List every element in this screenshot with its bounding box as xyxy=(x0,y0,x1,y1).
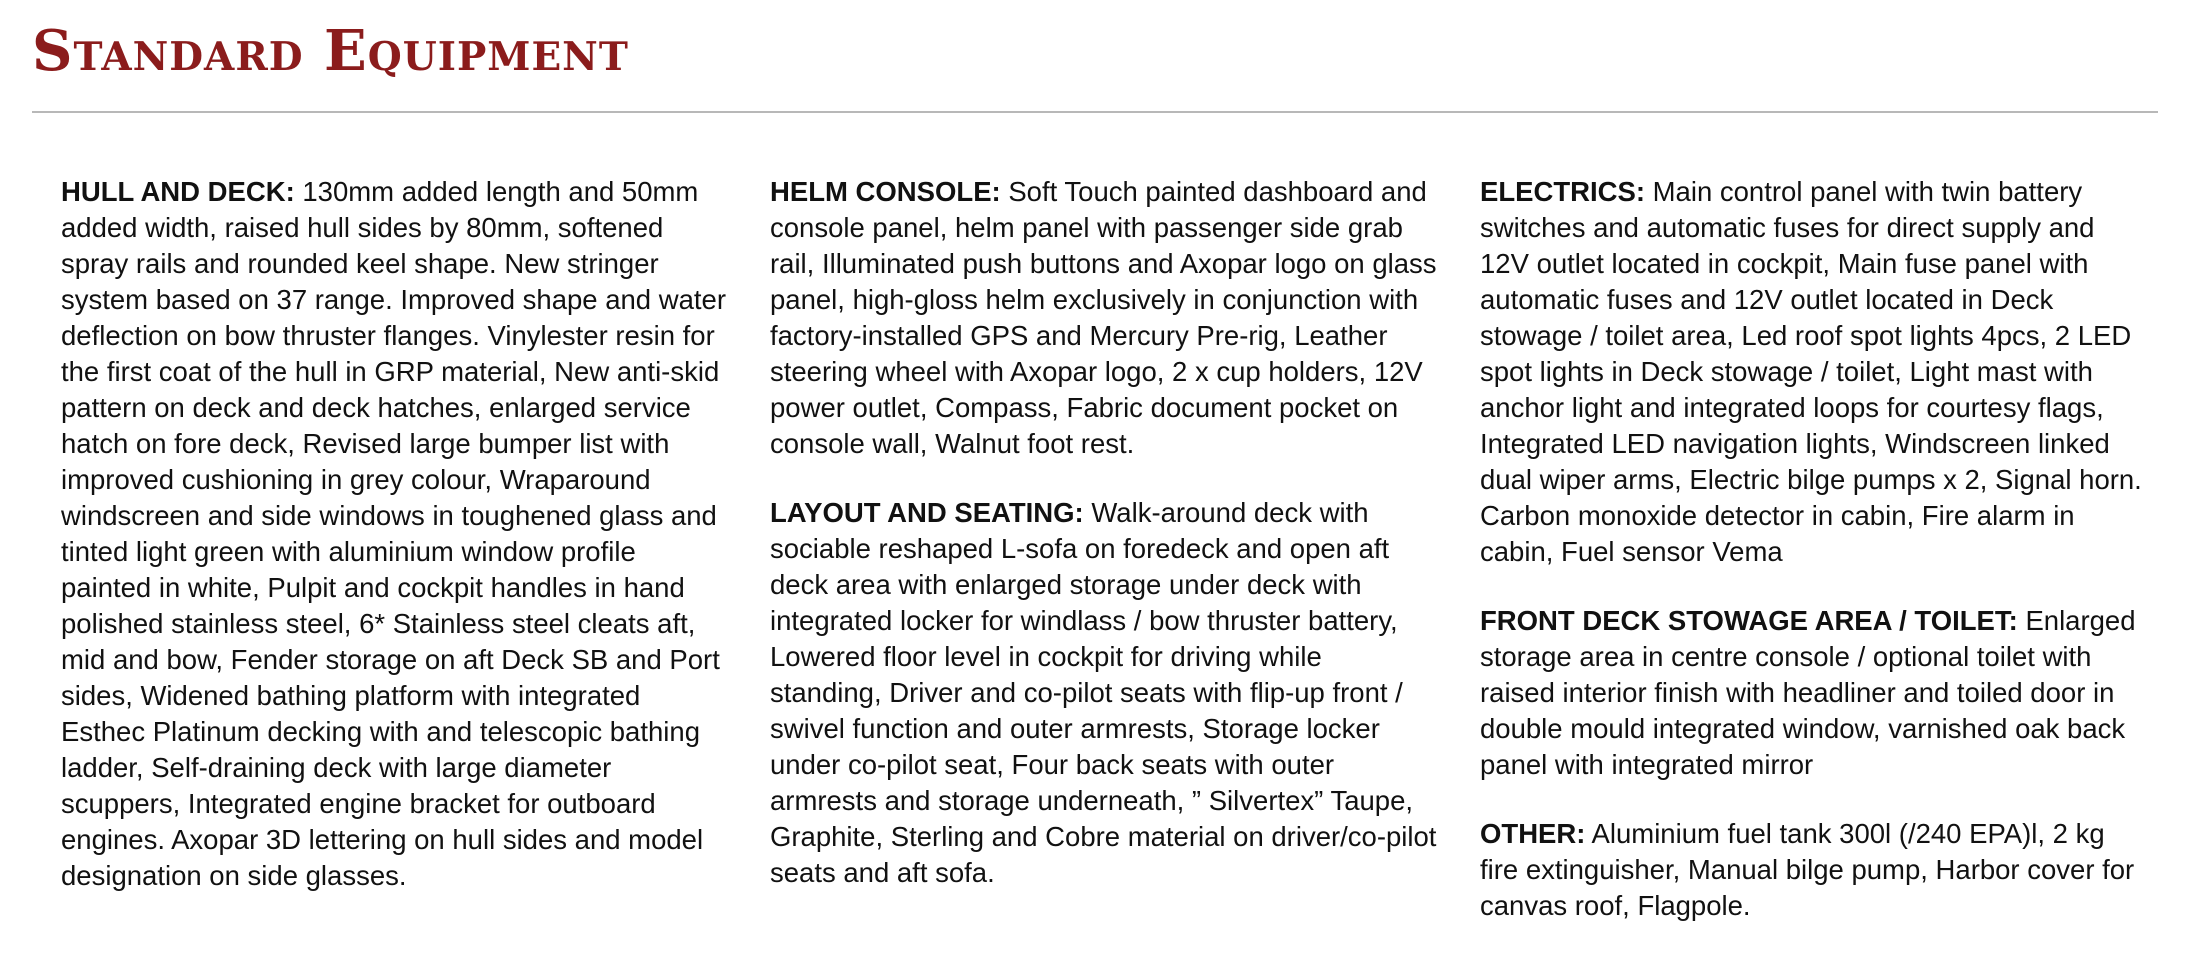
section-electrics xyxy=(1480,174,2150,570)
column-right xyxy=(1480,174,2150,957)
section-heading: HELM CONSOLE: xyxy=(770,176,1001,207)
section-text: Main control panel with twin battery switches and automatic fuses for direct supply and 12V outlet located in cockpit, Main fuse panel with automatic fuses and 12V outlet located in Deck stowage / toilet area, Led roof spot lights 4pcs, 2 LED spot lights in Deck stowage / toilet, Light mast with anchor light and integrated loops for courtesy flags, Integrated LED navigation lights, Windscreen linked dual wiper arms, Electric bilge pumps x 2, Signal horn. Carbon monoxide detector in cabin, Fire alarm in cabin, Fuel sensor Vema xyxy=(1480,176,2142,567)
section-front-deck-stowage xyxy=(1480,603,2150,783)
section-heading: LAYOUT AND SEATING: xyxy=(770,497,1084,528)
section-layout-and-seating xyxy=(770,495,1440,891)
section-heading: ELECTRICS: xyxy=(1480,176,1645,207)
section-hull-and-deck xyxy=(61,174,731,894)
column-left xyxy=(61,174,731,927)
section-text: Enlarged storage area in centre console / optional toilet with raised interior finish with headliner and toiled door in double mould integrated window, varnished oak back panel with integrated mirror xyxy=(1480,605,2136,780)
section-heading: FRONT DECK STOWAGE AREA / TOILET: xyxy=(1480,605,2018,636)
section-helm-console xyxy=(770,174,1440,462)
section-text: Walk-around deck with sociable reshaped L-sofa on foredeck and open aft deck area with enlarged storage under deck with integrated locker for windlass / bow thruster battery, Lowered floor level in cockpit for driving while standing, Driver and co-pilot seats with flip-up front / swivel function and outer armrests, Storage locker under co-pilot seat, Four back seats with outer armrests and storage underneath, ” Silvertex” Taupe, Graphite, Sterling and Cobre material on driver/co-pilot seats and aft sofa. xyxy=(770,497,1437,888)
section-heading: HULL AND DECK: xyxy=(61,176,295,207)
page-title: Standard Equipment xyxy=(32,18,629,84)
section-other xyxy=(1480,816,2150,924)
section-text: Aluminium fuel tank 300l (/240 EPA)l, 2 kg fire extinguisher, Manual bilge pump, Harbor cover for canvas roof, Flagpole. xyxy=(1480,818,2135,921)
title-divider xyxy=(32,111,2158,113)
section-text: Soft Touch painted dashboard and console panel, helm panel with passenger side grab rail, Illuminated push buttons and Axopar logo on glass panel, high-gloss helm exclusively in conjunction with factory-installed GPS and Mercury Pre-rig, Leather steering wheel with Axopar logo, 2 x cup holders, 12V power outlet, Compass, Fabric document pocket on console wall, Walnut foot rest. xyxy=(770,176,1437,459)
column-middle xyxy=(770,174,1440,924)
section-text: 130mm added length and 50mm added width, raised hull sides by 80mm, softened spray rails and rounded keel shape. New stringer system based on 37 range. Improved shape and water deflection on bow thruster flanges. Vinylester resin for the first coat of the hull in GRP material, New anti-skid pattern on deck and deck hatches, enlarged service hatch on fore deck, Revised large bumper list with improved cushioning in grey colour, Wraparound windscreen and side windows in toughened glass and tinted light green with aluminium window profile painted in white, Pulpit and cockpit handles in hand polished stainless steel, 6* Stainless steel cleats aft, mid and bow, Fender storage on aft Deck SB and Port sides, Widened bathing platform with integrated Esthec Platinum decking with and telescopic bathing ladder, Self-draining deck with large diameter scuppers, Integrated engine bracket for outboard engines. Axopar 3D lettering on hull sides and model designation on side glasses. xyxy=(61,176,726,891)
section-heading: OTHER: xyxy=(1480,818,1586,849)
